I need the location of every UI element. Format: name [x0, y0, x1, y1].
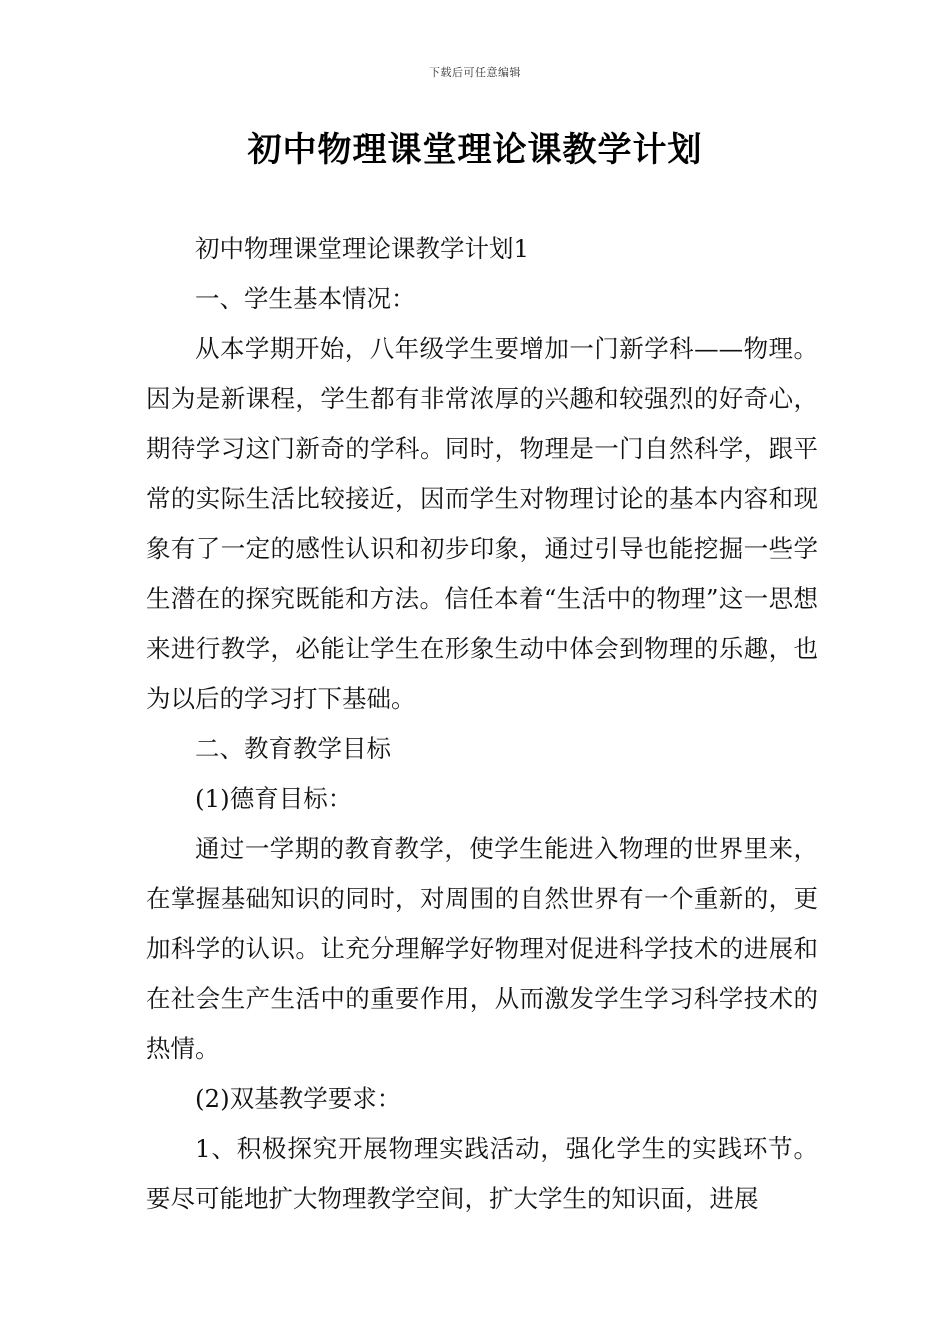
subheading-moral-goals: (1)德育目标： — [195, 784, 353, 813]
paragraph-practice-activities: 1、积极探究开展物理实践活动，强化学生的实践环节。要尽可能地扩大物理教学空间，扩大学生的知识面，进展 — [146, 1134, 818, 1213]
subheading-basic-requirements: (2)双基教学要求： — [195, 1084, 402, 1113]
paragraph-plan-heading: 初中物理课堂理论课教学计划1 — [195, 234, 530, 263]
paragraph-student-situation: 从本学期开始，八年级学生要增加一门新学科——物理。因为是新课程，学生都有非常浓厚的兴趣和较强烈的好奇心，期待学习这门新奇的学科。同时，物理是一门自然科学，跟平常的实际生活比较接近，因而学生对物理讨论的基本内容和现象有了一定的感性认识和初步印象，通过引导也能挖掘一些学生潜在的探究既能和方法。信任本着“生活中的物理”这一思想来进行教学，必能让学生在形象生动中体会到物理的乐趣，也为以后的学习打下基础。 — [146, 334, 818, 713]
header-note: 下载后可任意编辑 — [429, 66, 521, 79]
section-heading-student-situation: 一、学生基本情况： — [195, 284, 416, 313]
paragraph-moral-goals: 通过一学期的教育教学，使学生能进入物理的世界里来，在掌握基础知识的同时，对周围的自然世界有一个重新的，更加科学的认识。让充分理解学好物理对促进科学技术的进展和在社会生产生活中的重要作用，从而激发学生学习科学技术的热情。 — [146, 834, 818, 1063]
document-title: 初中物理课堂理论课教学计划 — [247, 130, 703, 170]
document-body — [146, 224, 818, 1224]
section-heading-teaching-goals: 二、教育教学目标 — [195, 734, 391, 763]
